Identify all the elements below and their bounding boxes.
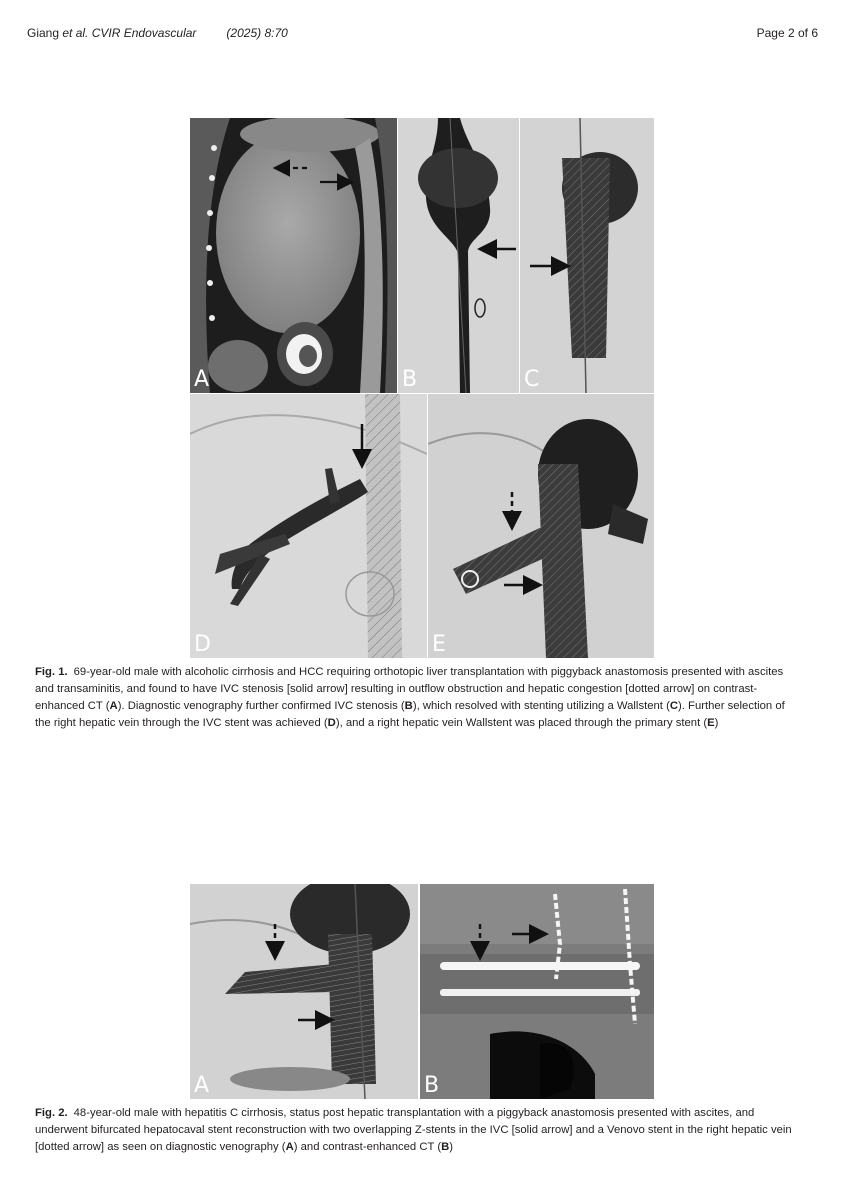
- fig1-panel-label-b: B: [402, 367, 418, 392]
- fig1-panel-e: [428, 394, 654, 658]
- fig1-caption-ref: A: [109, 700, 118, 712]
- page-number: Page 2 of 6: [756, 26, 818, 40]
- fig2-panel-a-image: [190, 884, 418, 1099]
- fig1-panel-d: [190, 394, 427, 658]
- fig2-caption: [35, 1105, 795, 1156]
- fig1-panel-label-c: C: [524, 367, 540, 392]
- fig1-caption: [35, 664, 795, 732]
- fig1-caption-text: ): [714, 717, 719, 729]
- fig1-panel-a-image: [190, 118, 397, 393]
- fig1-panel-b: [398, 118, 519, 393]
- header-citation: [27, 26, 288, 40]
- header-authors: Giang: [27, 26, 63, 40]
- fig1-caption-ref: B: [404, 700, 413, 712]
- fig2-caption-text: 48-year-old male with hepatitis C cirrhosis, status post hepatic transplantation with a piggyback anastomosis presented with ascites, and underwent bifurcated hepatocaval stent reconstruction with two overlapping Z-stents in the IVC [solid arrow] and a Venovo stent in the right hepatic vein [dotted arrow] as seen on diagnostic venography (: [35, 1107, 792, 1153]
- fig1-panel-a: [190, 118, 397, 393]
- fig2-panel-b: [420, 884, 654, 1099]
- fig2-panel-label-b: B: [424, 1073, 440, 1098]
- fig2-caption-ref: B: [441, 1141, 450, 1153]
- fig1-caption-text: ). Further selection of the right hepatic vein through the IVC stent was achieved (: [35, 700, 785, 729]
- fig1-caption-text: ), which resolved with stenting utilizing a Wallstent (: [412, 700, 670, 712]
- fig2-panel-a: [190, 884, 418, 1099]
- fig1-caption-text: ). Diagnostic venography further confirmed IVC stenosis (: [117, 700, 405, 712]
- fig1-panel-label-a: A: [194, 367, 210, 392]
- fig1-caption-ref: E: [707, 717, 715, 729]
- fig1-caption-ref: C: [669, 700, 679, 712]
- fig2-caption-text: ) and contrast-enhanced CT (: [293, 1141, 442, 1153]
- fig1-panel-d-image: [190, 394, 427, 658]
- fig1-panel-label-d: D: [194, 632, 211, 657]
- fig1-caption-ref: D: [327, 717, 336, 729]
- fig1-caption-label: Fig. 1.: [35, 666, 68, 678]
- fig1-panel-c: [520, 118, 654, 393]
- fig1-panel-b-image: [398, 118, 519, 393]
- fig2-caption-text: ): [449, 1141, 454, 1153]
- fig2-caption-label: Fig. 2.: [35, 1107, 68, 1119]
- fig2-panel-b-image: [420, 884, 654, 1099]
- running-header: [27, 26, 818, 42]
- fig1-panel-c-image: [520, 118, 654, 393]
- header-etal: et al.: [62, 26, 89, 40]
- header-volume: (2025) 8:70: [226, 26, 288, 40]
- fig1-panel-label-e: E: [432, 632, 446, 657]
- fig1-caption-text: 69-year-old male with alcoholic cirrhosis and HCC requiring orthotopic liver transplantation with piggyback anastomosis presented with ascites and transaminitis, and found to have IVC stenosis [solid arrow] resulting in outflow obstruction and hepatic congestion [dotted arrow] on contrast-enhanced CT (: [35, 666, 784, 712]
- fig1-caption-text: ), and a right hepatic vein Wallstent was placed through the primary stent (: [335, 717, 708, 729]
- fig1-panel-e-image: [428, 394, 654, 658]
- fig2-panel-label-a: A: [194, 1073, 210, 1098]
- fig2-caption-ref: A: [285, 1141, 294, 1153]
- header-journal: CVIR Endovascular: [88, 26, 197, 40]
